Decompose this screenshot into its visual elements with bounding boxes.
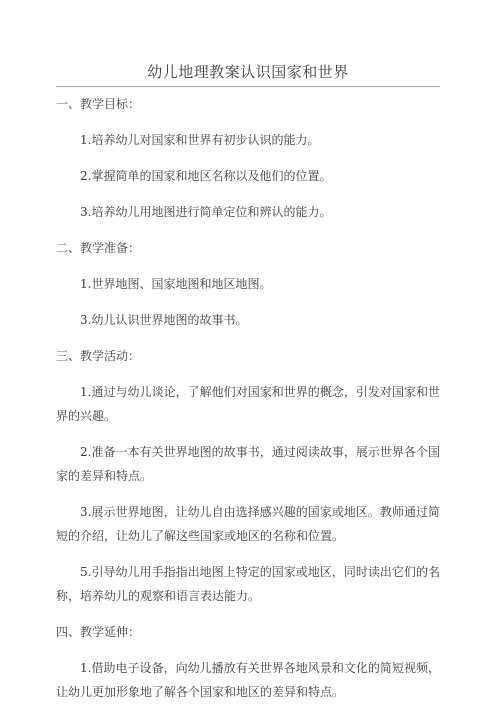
section-heading-activities: 三、教学活动： bbox=[56, 349, 141, 363]
extension-item: 1.借助电子设备，向幼儿播放有关世界各地风景和文化的简短视频，让幼儿更加形象地了解各个国家和地区的差异和特点。 bbox=[56, 661, 440, 699]
title-divider bbox=[56, 86, 440, 87]
activity-item: 1.通过与幼儿谈论，了解他们对国家和世界的概念，引发对国家和世界的兴趣。 bbox=[56, 385, 440, 423]
objective-item: 3.培养幼儿用地图进行简单定位和辨认的能力。 bbox=[80, 205, 332, 219]
preparation-item: 3.幼儿认识世界地图的故事书。 bbox=[80, 313, 248, 327]
document-body bbox=[56, 92, 440, 704]
objective-item: 1.培养幼儿对国家和世界有初步认识的能力。 bbox=[80, 133, 320, 147]
section-heading-preparation: 二、教学准备： bbox=[56, 241, 141, 255]
activity-item: 3.展示世界地图，让幼儿自由选择感兴趣的国家或地区。教师通过简短的介绍，让幼儿了解这些国家或地区的名称和位置。 bbox=[56, 505, 440, 543]
activity-item: 2.准备一本有关世界地图的故事书，通过阅读故事，展示世界各个国家的差异和特点。 bbox=[56, 445, 440, 483]
document-title: 幼儿地理教案认识国家和世界 bbox=[147, 63, 349, 81]
section-heading-extension: 四、教学延伸： bbox=[56, 625, 141, 639]
objective-item: 2.掌握简单的国家和地区名称以及他们的位置。 bbox=[80, 169, 332, 183]
preparation-item: 1.世界地图、国家地图和地区地图。 bbox=[80, 277, 272, 291]
section-heading-objectives: 一、教学目标： bbox=[56, 97, 141, 111]
activity-item: 5.引导幼儿用手指指出地图上特定的国家或地区，同时读出它们的名称，培养幼儿的观察和语言表达能力。 bbox=[56, 565, 440, 603]
